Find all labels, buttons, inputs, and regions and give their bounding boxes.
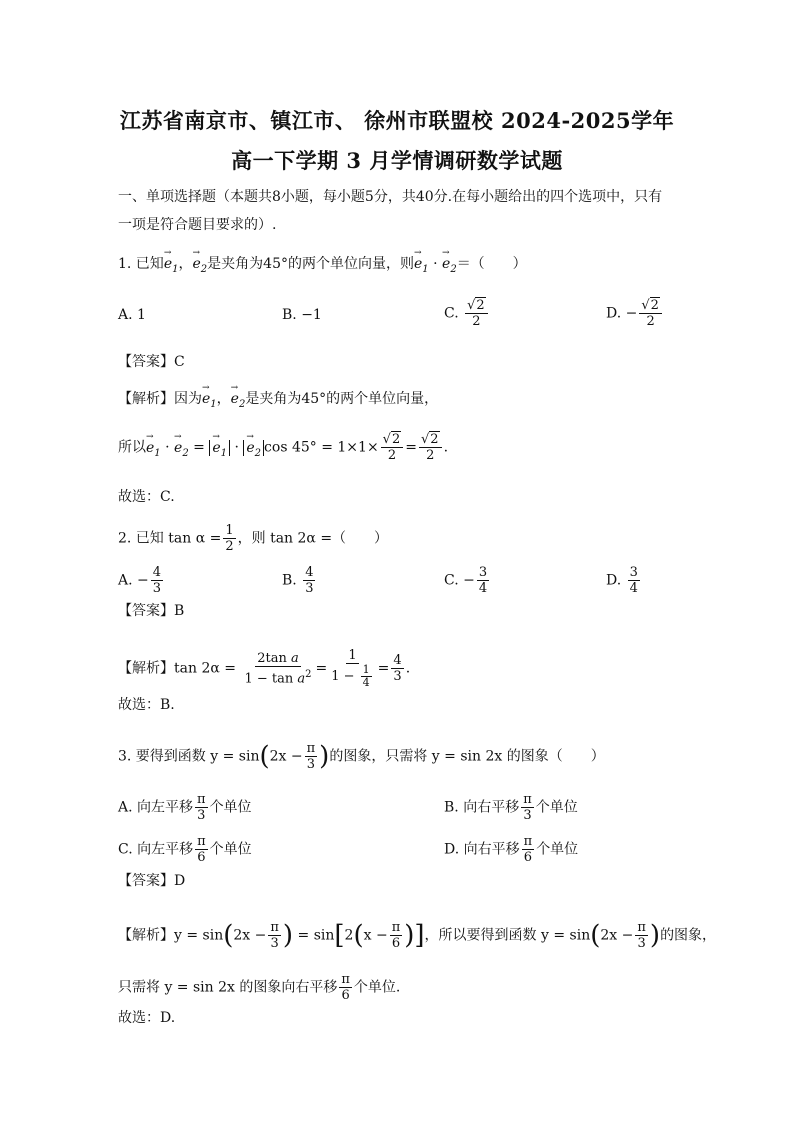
q3-answer: 【答案】D — [118, 873, 186, 889]
q1-option-a: A. 1 — [118, 307, 146, 323]
q2-option-c: C. − $\frac{3}{4}$ — [444, 565, 488, 596]
q1-option-c: C. $\frac{√2}{2}$ — [444, 298, 490, 329]
q2-conclusion: 故选：B. — [118, 697, 175, 713]
q2-option-d: D. $\frac{3}{4}$ — [606, 565, 638, 596]
question-1-stem: 1. 已知→ $e_1$，→ $e_2$是夹角为45°的两个单位向量，则→ $e_1$ · → $e_2=$（ ） — [118, 254, 527, 280]
section-heading-line2: 一项是符合题目要求的）. — [118, 217, 277, 233]
vector-e2: → $e_2$ — [192, 254, 207, 280]
document-title-line2: 高一下学期 3 月学情调研数学试题 — [231, 148, 563, 173]
q1-option-d: D. − $\frac{√2}{2}$ — [606, 298, 664, 329]
q2-option-a: A. − $\frac{4}{3}$ — [118, 565, 162, 596]
q1-explanation: 【解析】因为→ $e_1$，→ $e_2$是夹角为45°的两个单位向量， — [118, 389, 438, 415]
q1-tail: ＝（ ） — [456, 256, 527, 272]
q3-explanation-line2: 只需将 y = sin 2x 的图象向右平移 $\frac{\pi}{6}$ 个单位. — [118, 972, 401, 1003]
q1-option-b: B. −1 — [282, 307, 322, 323]
q2-answer: 【答案】B — [118, 603, 185, 619]
q1-conclusion: 故选：C. — [118, 489, 175, 505]
vector-e1: → $e_1$ — [164, 254, 179, 280]
question-2-stem: 2. 已知 tan α = $\frac{1}{2}$ ，则 tan 2α =（ ） — [118, 523, 389, 554]
q3-option-d: D. 向右平移 $\frac{\pi}{6}$ 个单位 — [444, 834, 579, 865]
q2-explanation: 【解析】tan 2α = $\frac{\text{2tan a}}{1 - \tan a^2}$ = 1 1 − $\frac{1}{4}$ = $\frac{4}{3}$ . — [118, 648, 411, 689]
q3-option-b: B. 向右平移 $\frac{\pi}{3}$ 个单位 — [444, 792, 578, 823]
q1-prefix: 1. 已知 — [118, 256, 164, 272]
q1-mid: 是夹角为45°的两个单位向量，则 — [207, 256, 414, 272]
q3-explanation: 【解析】y = sin(2x − $\frac{\pi}{3}$ ) = sin[2(x − $\frac{\pi}{6}$ )]，所以要得到函数 y = sin(2x − $\frac{\pi}{3}$ )的图象， — [118, 920, 717, 951]
q1-explanation-line2: 所以→ $e_1$ · → $e_2$ = → $e_1$ · → $e_2$ cos 45° = 1×1× $\frac{√2}{2}$ = $\frac{√2}{2}$ . — [118, 432, 448, 463]
question-3-stem: 3. 要得到函数 y = sin(2x − $\frac{\pi}{3}$ )的图象，只需将 y = sin 2x 的图象（ ） — [118, 741, 605, 772]
q3-conclusion: 故选：D. — [118, 1010, 176, 1026]
q2-option-b: B. $\frac{4}{3}$ — [282, 565, 314, 596]
section-heading-line1: 一、单项选择题（本题共8小题，每小题5分，共40分.在每小题给出的四个选项中，只有 — [118, 189, 663, 205]
q3-option-c: C. 向左平移 $\frac{\pi}{6}$ 个单位 — [118, 834, 252, 865]
q3-option-a: A. 向左平移 $\frac{\pi}{3}$ 个单位 — [118, 792, 252, 823]
document-title-line1: 江苏省南京市、镇江市、 徐州市联盟校 2024-2025学年 — [119, 108, 675, 133]
q1-answer: 【答案】C — [118, 354, 185, 370]
